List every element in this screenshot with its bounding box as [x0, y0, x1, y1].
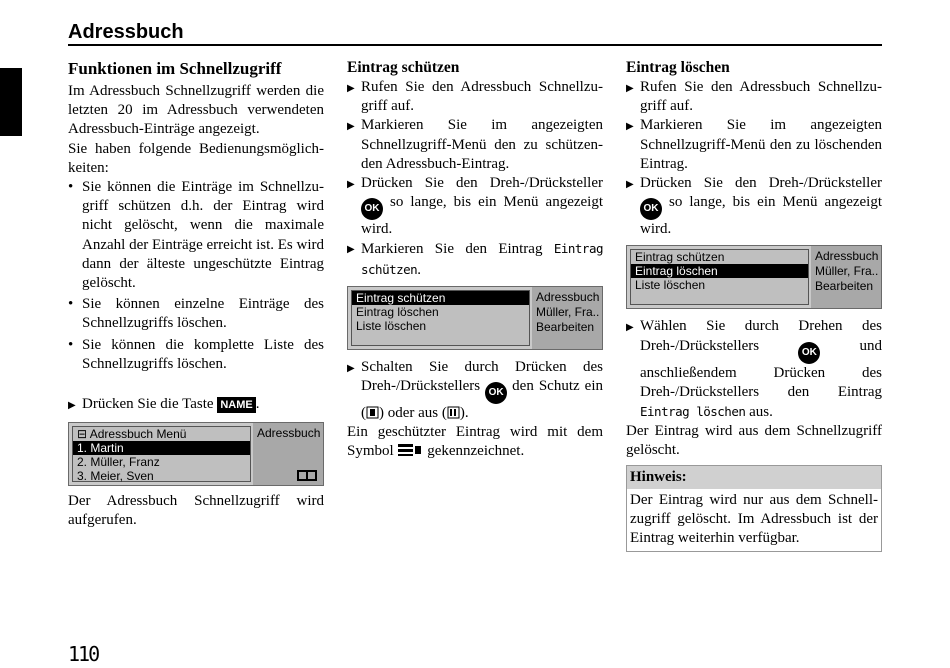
protect-on-icon: [366, 406, 379, 419]
intro-paragraph-2: Sie haben folgende Bedienungsmöglichkeiten:: [68, 140, 324, 176]
section-heading-functions: Funktionen im Schnellzugriff: [68, 59, 282, 78]
protect-off-icon: [447, 406, 460, 419]
ok-button-icon: OK: [640, 198, 662, 220]
menu-row-selected: Eintrag löschen: [631, 264, 808, 278]
note-box: [626, 465, 882, 553]
page-number: 110: [68, 642, 99, 666]
column-delete-entry: [626, 58, 882, 552]
menu-list: [72, 426, 251, 482]
name-key-icon: NAME: [217, 397, 255, 413]
step: ▶ Schalten Sie durch Drücken des Dreh-/Drückstellers OK den Schutz ein ( ) oder aus ( ).: [347, 358, 603, 423]
screen-side-panel: Adressbuch: [253, 423, 323, 485]
section-heading-protect: Eintrag schützen: [347, 59, 460, 76]
note-title: Hinweis:: [627, 466, 881, 489]
menu-row: Eintrag löschen: [356, 304, 439, 319]
menu-row: Liste löschen: [356, 318, 427, 333]
list-item: • Sie können einzelne Einträge des Schnellzugriffs löschen.: [68, 295, 324, 333]
ok-button-icon: OK: [361, 198, 383, 220]
menu-row: ⊟ Adressbuch Menü: [77, 427, 187, 442]
options-list: [68, 178, 324, 374]
intro-paragraph: Im Adressbuch Schnellzugriff werden die letzten 20 im Adressbuch verwendeten Adressbuch-Einträge angezeigt.: [68, 83, 324, 138]
section-heading-delete: Eintrag löschen: [626, 59, 730, 76]
menu-list: [630, 249, 809, 305]
step: ▶ Markieren Sie im angezeigten Schnellzugriff-Menü den zu schützenden Adressbuch-Eintrag.: [347, 116, 603, 174]
list-item: • Sie können die Einträge im Schnellzugriff schützen d.h. der Eintrag wird nicht gelöscht, wenn die maximale Anzahl der Einträge erreicht ist. Es wird dann der älteste ungeschützte Eintrag gelöscht.: [68, 178, 324, 293]
step: ▶ Rufen Sie den Adressbuch Schnellzugriff auf.: [626, 78, 882, 116]
menu-list: [351, 290, 530, 346]
step: ▶ Markieren Sie den Eintrag Eintrag schützen.: [347, 239, 603, 279]
menu-row: 2. Müller, Franz: [77, 455, 160, 470]
menu-row-selected: 1. Martin: [73, 441, 250, 455]
outro-paragraph: Der Eintrag wird aus dem Schnellzugriff gelöscht.: [626, 423, 882, 459]
protected-entry-icon: [397, 443, 423, 457]
menu-row: Eintrag schützen: [635, 250, 725, 265]
protect-menu-screenshot: [347, 286, 603, 350]
outro-paragraph: Ein geschützter Eintrag wird mit dem Symbol gekennzeichnet.: [347, 424, 603, 460]
book-icon: [297, 470, 317, 481]
chapter-tab-marker: [0, 68, 22, 136]
column-functions: [68, 58, 324, 531]
delete-menu-screenshot: [626, 245, 882, 309]
screen-side-panel: Adressbuch Müller, Fra.. Bearbeiten: [811, 246, 881, 308]
step: ▶ Wählen Sie durch Drehen des Dreh-/Drückstellers OK und anschließendem Drücken des Dreh-/Drückstellers den Eintrag Eintrag löschen aus.: [626, 317, 882, 422]
step-press-name: ▶ Drücken Sie die Taste NAME .: [68, 395, 324, 414]
page-title: Adressbuch: [68, 21, 184, 43]
list-item: • Sie können die komplette Liste des Schnellzugriffs löschen.: [68, 336, 324, 374]
menu-row: Liste löschen: [635, 278, 706, 293]
note-body: Der Eintrag wird nur aus dem Schnellzugriff gelöscht. Im Adressbuch ist der Eintrag weiterhin verfügbar.: [630, 491, 878, 547]
outro-paragraph: Der Adressbuch Schnellzugriff wird aufgerufen.: [68, 493, 324, 529]
step: ▶ Drücken Sie den Dreh-/Drücksteller OK so lange, bis ein Menü angezeigt wird.: [347, 174, 603, 239]
screen-side-panel: Adressbuch Müller, Fra.. Bearbeiten: [532, 287, 602, 349]
step: ▶ Rufen Sie den Adressbuch Schnellzugriff auf.: [347, 78, 603, 116]
header-rule: [68, 44, 882, 46]
menu-row: 3. Meier, Sven: [77, 469, 154, 484]
column-protect-entry: [347, 58, 603, 462]
ok-button-icon: OK: [485, 382, 507, 404]
step: ▶ Markieren Sie im angezeigten Schnellzugriff-Menü den zu löschenden Eintrag.: [626, 116, 882, 174]
address-menu-screenshot: [68, 422, 324, 486]
step: ▶ Drücken Sie den Dreh-/Drücksteller OK so lange, bis ein Menü angezeigt wird.: [626, 174, 882, 239]
menu-row-selected: Eintrag schützen: [352, 291, 529, 305]
ok-button-icon: OK: [798, 342, 820, 364]
